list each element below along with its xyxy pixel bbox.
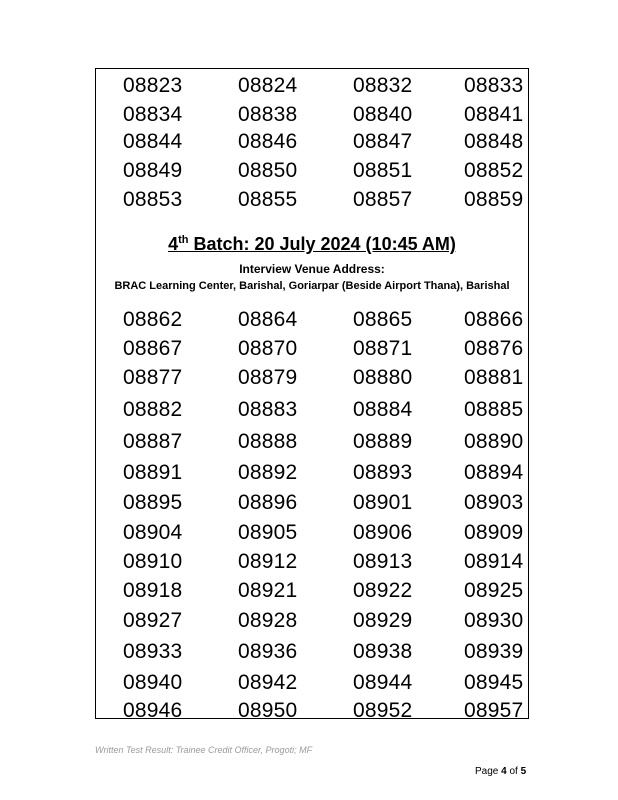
roll-number: 08888	[238, 430, 298, 453]
roll-number: 08848	[464, 130, 524, 153]
page-current: 4	[501, 766, 507, 777]
page-of: of	[509, 766, 518, 777]
roll-number: 08833	[464, 74, 524, 97]
roll-row	[96, 520, 528, 546]
roll-number: 08866	[464, 308, 524, 331]
roll-number: 08871	[353, 337, 413, 360]
roll-number: 08895	[123, 491, 183, 514]
roll-number: 08824	[238, 74, 298, 97]
roll-number: 08912	[238, 550, 298, 573]
roll-number: 08904	[123, 521, 183, 544]
roll-number: 08840	[353, 103, 413, 126]
roll-number: 08882	[123, 398, 183, 421]
roll-number: 08925	[464, 579, 524, 602]
roll-number: 08870	[238, 337, 298, 360]
roll-number: 08942	[238, 671, 298, 694]
roll-row	[96, 670, 528, 696]
roll-number: 08939	[464, 640, 524, 663]
page-total: 5	[520, 766, 527, 777]
roll-number: 08865	[353, 308, 413, 331]
roll-number: 08893	[353, 461, 413, 484]
roll-row	[96, 73, 528, 99]
roll-row	[96, 460, 528, 486]
page-number	[475, 766, 526, 777]
roll-number: 08877	[123, 366, 183, 389]
roll-number: 08855	[238, 188, 298, 211]
roll-number: 08930	[464, 609, 524, 632]
roll-number: 08879	[238, 366, 298, 389]
roll-number: 08944	[353, 671, 413, 694]
roll-number: 08896	[238, 491, 298, 514]
roll-row	[96, 397, 528, 423]
roll-number: 08938	[353, 640, 413, 663]
roll-number: 08906	[353, 521, 413, 544]
roll-row	[96, 102, 528, 128]
roll-number: 08929	[353, 609, 413, 632]
roll-number: 08841	[464, 103, 524, 126]
roll-number: 08867	[123, 337, 183, 360]
roll-number: 08862	[123, 308, 183, 331]
roll-number: 08881	[464, 366, 524, 389]
roll-number: 08913	[353, 550, 413, 573]
venue-address: BRAC Learning Center, Barishal, Goriarpar (Beside Airport Thana), Barishal	[114, 280, 510, 292]
roll-row	[96, 336, 528, 362]
roll-number: 08823	[123, 74, 183, 97]
roll-number: 08876	[464, 337, 524, 360]
roll-number: 08838	[238, 103, 298, 126]
roll-number: 08950	[238, 699, 298, 722]
batch-heading	[96, 233, 528, 255]
roll-row	[96, 365, 528, 391]
roll-number: 08884	[353, 398, 413, 421]
roll-number: 08940	[123, 671, 183, 694]
roll-number: 08832	[353, 74, 413, 97]
roll-row	[96, 578, 528, 604]
roll-number: 08946	[123, 699, 183, 722]
results-table-frame	[95, 68, 529, 722]
roll-row	[96, 698, 528, 724]
roll-number: 08851	[353, 159, 413, 182]
roll-number: 08846	[238, 130, 298, 153]
roll-number: 08928	[238, 609, 298, 632]
roll-number: 08921	[238, 579, 298, 602]
roll-row	[96, 158, 528, 184]
roll-number: 08885	[464, 398, 524, 421]
roll-row	[96, 549, 528, 575]
roll-number: 08847	[353, 130, 413, 153]
page-word: Page	[475, 766, 499, 777]
roll-row	[96, 608, 528, 634]
roll-number: 08890	[464, 430, 524, 453]
roll-number: 08909	[464, 521, 524, 544]
roll-number: 08957	[464, 699, 524, 722]
roll-number: 08894	[464, 461, 524, 484]
roll-number: 08844	[123, 130, 183, 153]
roll-number: 08914	[464, 550, 524, 573]
roll-number: 08883	[238, 398, 298, 421]
roll-number: 08859	[464, 188, 524, 211]
footer-note: Written Test Result: Trainee Credit Officer, Progoti; MF	[95, 745, 313, 755]
roll-number: 08891	[123, 461, 183, 484]
roll-number: 08864	[238, 308, 298, 331]
roll-number: 08850	[238, 159, 298, 182]
roll-number: 08901	[353, 491, 413, 514]
roll-row	[96, 490, 528, 516]
roll-number: 08945	[464, 671, 524, 694]
roll-number: 08887	[123, 430, 183, 453]
batch-ordinal-suffix: th	[178, 234, 189, 246]
roll-number: 08905	[238, 521, 298, 544]
roll-number: 08853	[123, 188, 183, 211]
roll-number: 08880	[353, 366, 413, 389]
roll-row	[96, 639, 528, 665]
batch-number: 4	[168, 234, 179, 254]
roll-number: 08834	[123, 103, 183, 126]
venue-label: Interview Venue Address:	[239, 262, 385, 276]
roll-number: 08952	[353, 699, 413, 722]
roll-number: 08849	[123, 159, 183, 182]
roll-number: 08933	[123, 640, 183, 663]
roll-row	[96, 307, 528, 333]
roll-number: 08927	[123, 609, 183, 632]
roll-number: 08889	[353, 430, 413, 453]
roll-number: 08918	[123, 579, 183, 602]
roll-number: 08857	[353, 188, 413, 211]
batch-heading-text: Batch: 20 July 2024 (10:45 AM)	[188, 234, 456, 254]
roll-number: 08936	[238, 640, 298, 663]
roll-row	[96, 429, 528, 455]
roll-number: 08852	[464, 159, 524, 182]
roll-row	[96, 187, 528, 213]
roll-number: 08903	[464, 491, 524, 514]
roll-row	[96, 129, 528, 155]
roll-number: 08892	[238, 461, 298, 484]
roll-number: 08922	[353, 579, 413, 602]
roll-number: 08910	[123, 550, 183, 573]
